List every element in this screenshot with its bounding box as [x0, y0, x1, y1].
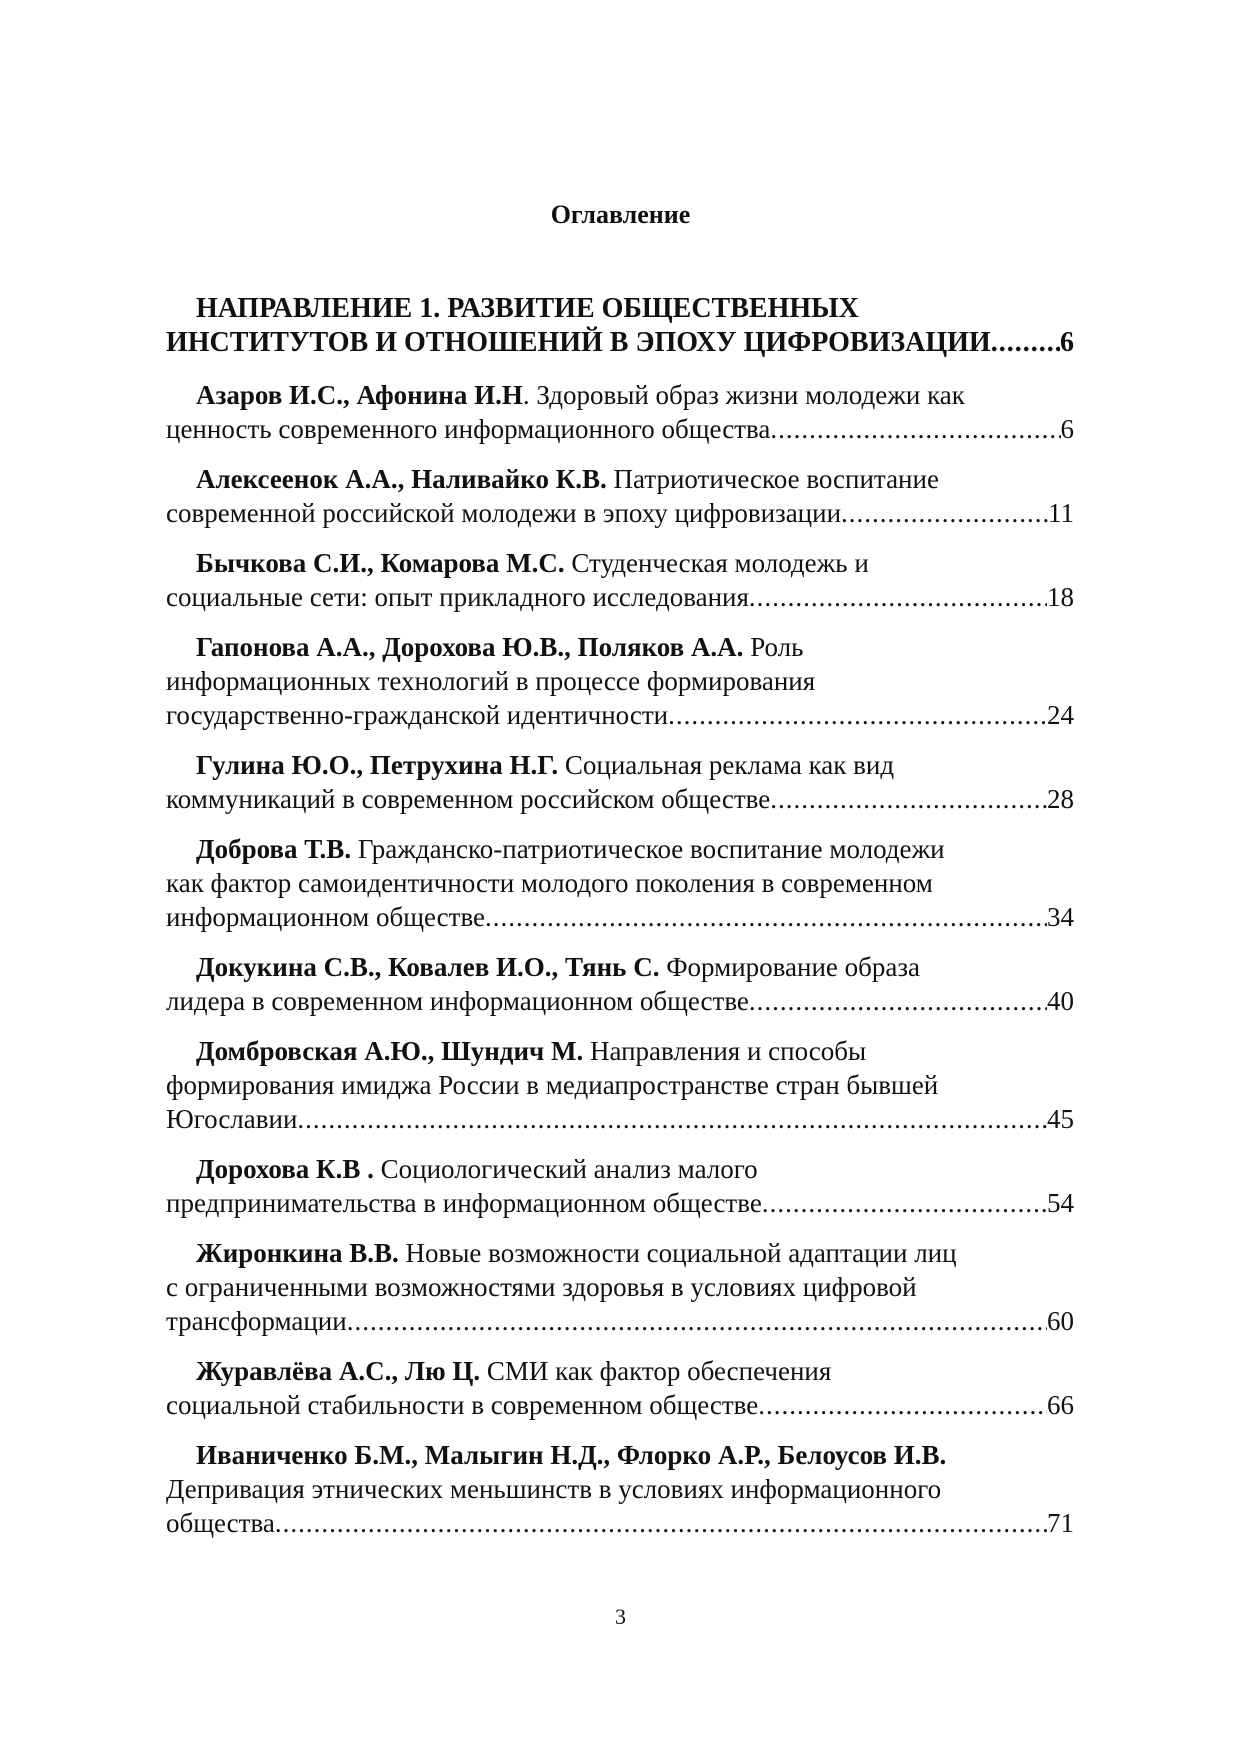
entry-last-line — [166, 984, 1074, 1018]
entry-last-line — [166, 900, 1074, 934]
entry-authors: Алексеенок А.А., Наливайко К.В. — [196, 464, 607, 494]
entry-authors: Жиронкина В.В. — [196, 1238, 399, 1268]
dot-leader — [762, 1186, 1047, 1220]
page-ref: 11 — [1048, 498, 1074, 528]
entry-last-line — [166, 1388, 1074, 1422]
dot-leader — [758, 1388, 1047, 1422]
entry-first-line — [166, 1438, 1074, 1472]
section-line: НАПРАВЛЕНИЕ 1. РАЗВИТИЕ ОБЩЕСТВЕННЫХ — [196, 293, 859, 324]
toc-entry[interactable] — [166, 1438, 1074, 1540]
entry-title-end: лидера в современном информационном обществе — [166, 986, 749, 1016]
entry-title-end: социальной стабильности в современном обществе — [166, 1390, 759, 1420]
toc-entries — [166, 378, 1074, 1540]
page-ref: 34 — [1047, 902, 1074, 932]
dot-leader — [841, 496, 1048, 530]
entry-title-end: социальные сети: опыт прикладного исследования — [166, 582, 749, 612]
dot-leader — [991, 326, 1060, 360]
entry-authors: Домбровская А.Ю., Шундич М. — [196, 1036, 584, 1066]
entry-authors: Журавлёва А.С., Лю Ц. — [196, 1356, 481, 1386]
toc-section-heading — [166, 292, 1074, 360]
toc-entry[interactable] — [166, 462, 1074, 530]
entry-authors: Гапонова А.А., Дорохова Ю.В., Поляков А.А. — [196, 632, 744, 662]
page-ref: 45 — [1047, 1104, 1074, 1134]
entry-first-line — [166, 378, 1074, 412]
entry-last-line — [166, 412, 1074, 446]
dot-leader — [668, 698, 1047, 732]
entry-title-start: Социальная реклама как вид — [558, 750, 895, 780]
entry-title-start: . Здоровый образ жизни молодежи как — [522, 380, 965, 410]
toc-entry[interactable] — [166, 378, 1074, 446]
page-title: Оглавление — [550, 200, 691, 229]
entry-authors: Азаров И.С., Афонина И.Н — [196, 380, 523, 410]
table-of-contents — [166, 292, 1074, 1556]
page-ref: 54 — [1047, 1188, 1074, 1218]
entry-authors: Иваниченко Б.М., Малыгин Н.Д., Флорко А.Р., Белоусов И.В. — [196, 1440, 947, 1470]
page-ref: 66 — [1047, 1390, 1074, 1420]
entry-first-line — [166, 1152, 1074, 1186]
page-ref: 6 — [1060, 414, 1074, 444]
entry-last-line — [166, 1304, 1074, 1338]
dot-leader — [749, 580, 1047, 614]
dot-leader — [297, 1102, 1047, 1136]
entry-last-line — [166, 496, 1074, 530]
entry-title-end: государственно-гражданской идентичности — [166, 700, 669, 730]
toc-entry[interactable] — [166, 1354, 1074, 1422]
toc-entry[interactable] — [166, 1152, 1074, 1220]
entry-title-line: информационных технологий в процессе формирования — [166, 666, 816, 696]
toc-entry[interactable] — [166, 1236, 1074, 1338]
entry-title-end: Югославии — [166, 1104, 298, 1134]
toc-entry[interactable] — [166, 546, 1074, 614]
entry-title-start: Формирование образа — [659, 952, 921, 982]
entry-last-line — [166, 1186, 1074, 1220]
toc-entry[interactable] — [166, 1034, 1074, 1136]
page-ref: 71 — [1047, 1508, 1074, 1538]
page-ref: 18 — [1047, 582, 1074, 612]
entry-title-end: ценность современного информационного общества — [166, 414, 771, 444]
entry-title-start: Роль — [743, 632, 804, 662]
entry-title-line: как фактор самоидентичности молодого поколения в современном — [166, 868, 933, 898]
entry-title-start: Студенческая молодежь и — [564, 548, 869, 578]
dot-leader — [749, 984, 1047, 1018]
page-ref: 28 — [1047, 784, 1074, 814]
entry-title-start: Новые возможности социальной адаптации лиц — [398, 1238, 957, 1268]
entry-title-start: Социологический анализ малого — [373, 1154, 758, 1184]
entry-last-line — [166, 1506, 1074, 1540]
toc-entry[interactable] — [166, 832, 1074, 934]
entry-title-start: СМИ как фактор обеспечения — [480, 1356, 832, 1386]
entry-title-end: трансформации — [166, 1306, 347, 1336]
entry-first-line — [166, 950, 1074, 984]
entry-authors: Гулина Ю.О., Петрухина Н.Г. — [196, 750, 559, 780]
entry-first-line — [166, 832, 1074, 866]
entry-title-end: предпринимательства в информационном обществе — [166, 1188, 762, 1218]
entry-title-end: информационном обществе — [166, 902, 486, 932]
page-ref: 6 — [1060, 327, 1074, 358]
toc-entry[interactable] — [166, 630, 1074, 732]
entry-title-end: коммуникаций в современном российском обществе — [166, 784, 771, 814]
section-line-text: ИНСТИТУТОВ И ОТНОШЕНИЙ В ЭПОХУ ЦИФРОВИЗАЦИИ — [166, 327, 991, 358]
page-number: 3 — [615, 1604, 626, 1629]
entry-last-line — [166, 1102, 1074, 1136]
entry-first-line — [166, 1034, 1074, 1068]
page-ref: 24 — [1047, 700, 1074, 730]
entry-title-end: современной российской молодежи в эпоху цифровизации — [166, 498, 842, 528]
entry-authors: Бычкова С.И., Комарова М.С. — [196, 548, 565, 578]
entry-first-line — [166, 462, 1074, 496]
entry-first-line — [166, 1354, 1074, 1388]
entry-first-line — [166, 1236, 1074, 1270]
entry-last-line — [166, 698, 1074, 732]
dot-leader — [275, 1506, 1047, 1540]
section-line-with-page — [166, 326, 1074, 360]
entry-last-line — [166, 782, 1074, 816]
entry-first-line — [166, 748, 1074, 782]
dot-leader — [347, 1304, 1047, 1338]
entry-title-end: общества — [166, 1508, 275, 1538]
toc-entry[interactable] — [166, 748, 1074, 816]
toc-entry[interactable] — [166, 950, 1074, 1018]
entry-first-line — [166, 630, 1074, 664]
dot-leader — [770, 782, 1047, 816]
page-ref: 60 — [1047, 1306, 1074, 1336]
entry-title-line: формирования имиджа России в медиапространстве стран бывшей — [166, 1070, 939, 1100]
dot-leader — [770, 412, 1060, 446]
page-ref: 40 — [1047, 986, 1074, 1016]
entry-title-line: с ограниченными возможностями здоровья в условиях цифровой — [166, 1272, 917, 1302]
entry-title-start: Гражданско-патриотическое воспитание молодежи — [351, 834, 945, 864]
entry-authors: Доброва Т.В. — [196, 834, 352, 864]
entry-first-line — [166, 546, 1074, 580]
entry-authors: Дорохова К.В . — [196, 1154, 374, 1184]
entry-last-line — [166, 580, 1074, 614]
entry-title-line: Депривация этнических меньшинств в условиях информационного — [166, 1474, 942, 1504]
entry-title-start: Направления и способы — [583, 1036, 867, 1066]
entry-title-start: Патриотическое воспитание — [606, 464, 939, 494]
entry-authors: Докукина С.В., Ковалев И.О., Тянь С. — [196, 952, 660, 982]
dot-leader — [485, 900, 1047, 934]
